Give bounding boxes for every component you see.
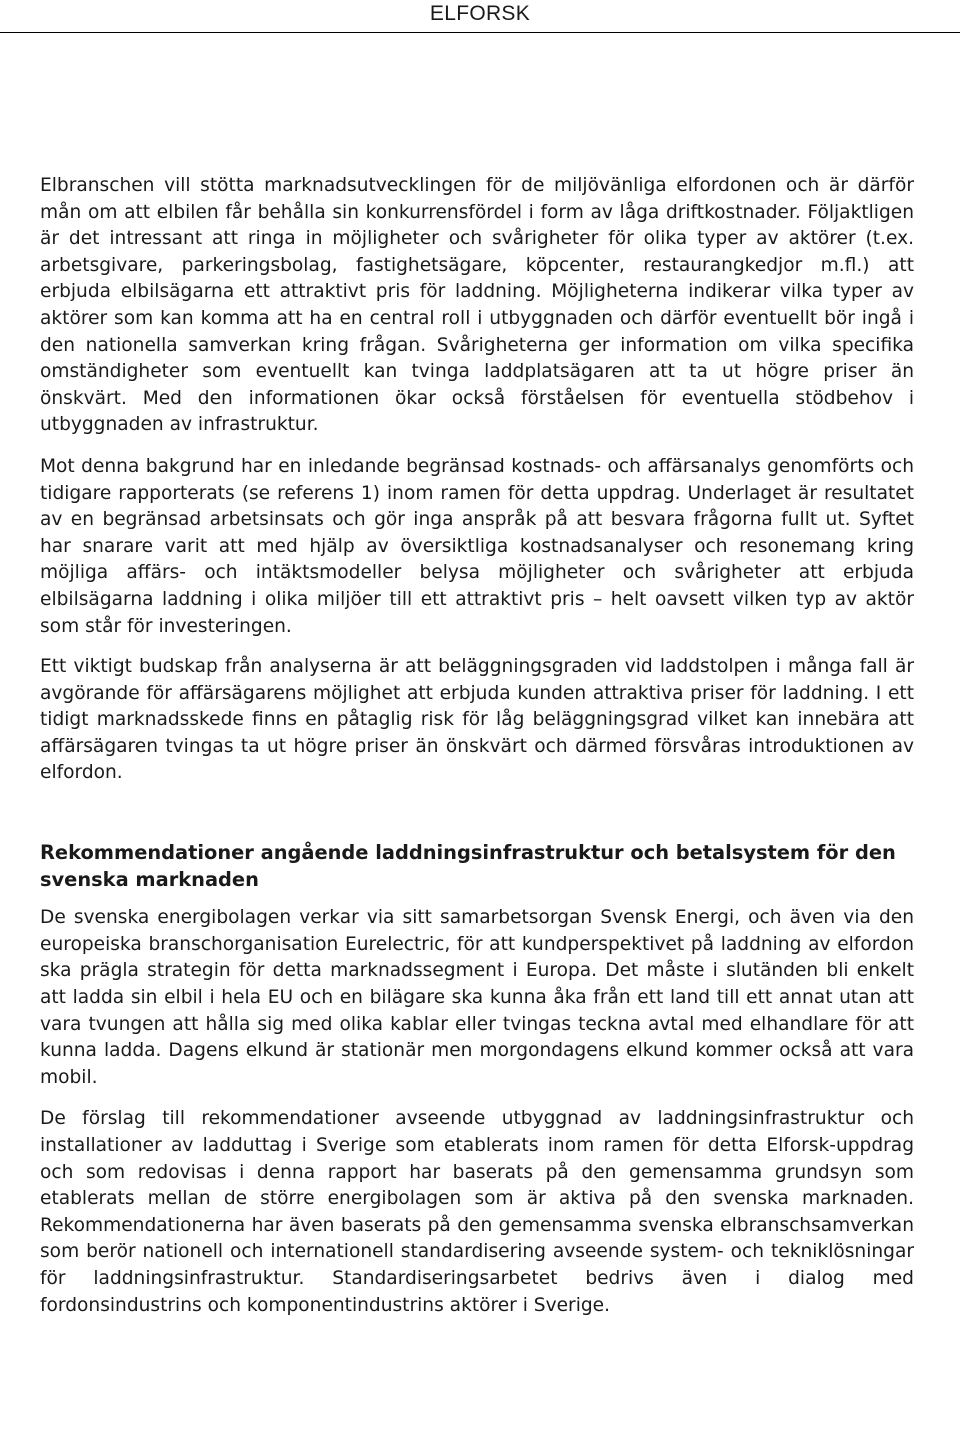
body-paragraph: Ett viktigt budskap från analyserna är att beläggningsgraden vid laddstolpen i många fall är avgörande för affärsägarens möjlighet att erbjuda kunden attraktiva priser för laddning. I ett tidigt marknadsskede finns en påtaglig risk för låg beläggningsgrad vilket kan innebära att affärsägaren tvingas ta ut högre priser än önskvärt och därmed försvåras introduktionen av elfordon. <box>40 656 914 784</box>
body-paragraph: De förslag till rekommendationer avseende utbyggnad av laddningsinfrastruktur och installationer av ladduttag i Sverige som etablerats inom ramen för detta Elforsk-uppdrag och som redovisas i denna rapport har baserats på den gemensamma grundsyn som etablerats mellan de större energibolagen som är aktiva på den svenska marknaden. Rekommendationerna har även baserats på den gemensamma svenska elbranschsamverkan som berör nationell och internationell standardisering avseende system- och tekniklösningar för laddningsinfrastruktur. Standardiseringsarbetet bedrivs även i dialog med fordonsindustrins och komponentindustrins aktörer i Sverige. <box>40 1108 914 1316</box>
page-header <box>0 0 960 33</box>
document-body <box>40 173 914 1319</box>
body-paragraph: Mot denna bakgrund har en inledande begränsad kostnads- och affärsanalys genomförts och tidigare rapporterats (se referens 1) inom ramen för detta uppdrag. Underlaget är resultatet av en begränsad arbetsinsats och gör inga anspråk på att besvara frågorna fullt ut. Syftet har snarare varit att med hjälp av översiktliga kostnadsanalyser och resonemang kring möjliga affärs- och intäktsmodeller belysa möjligheter och svårigheter att erbjuda elbilsägarna laddning i olika miljöer till ett attraktivt pris – helt oavsett vilken typ av aktör som står för investeringen. <box>40 455 914 637</box>
section-heading: Rekommendationer angående laddningsinfrastruktur och betalsystem för den svenska marknaden <box>40 841 896 891</box>
header-title: ELFORSK <box>429 2 531 25</box>
body-paragraph: Elbranschen vill stötta marknadsutvecklingen för de miljövänliga elfordonen och är därför mån om att elbilen får behålla sin konkurrensfördel i form av låga driftkostnader. Följaktligen är det intressant att ringa in möjligheter och svårigheter för olika typer av aktörer (t.ex. arbetsgivare, parkeringsbolag, fastighetsägare, köpcenter, restaurangkedjor m.fl.) att erbjuda elbilsägarna ett attraktivt pris för laddning. Möjligheterna indikerar vilka typer av aktörer som kan komma att ha en central roll i utbyggnaden och därför eventuellt bör ingå i den nationella samverkan kring frågan. Svårigheterna ger information om vilka specifika omständigheter som eventuellt kan tvinga laddplatsägaren att ta ut högre priser än önskvärt. Med den informationen ökar också förståelsen för eventuella stödbehov i utbyggnaden av infrastruktur. <box>40 175 914 436</box>
body-paragraph: De svenska energibolagen verkar via sitt samarbetsorgan Svensk Energi, och även via den europeiska branschorganisation Eurelectric, för att kundperspektivet på laddning av elfordon ska prägla strategin för detta marknadssegment i Europa. Det måste i slutänden bli enkelt att ladda sin elbil i hela EU och en bilägare ska kunna åka från ett land till ett annat utan att vara tvungen att hålla sig med olika kablar eller tvingas teckna avtal med elhandlare för att kunna ladda. Dagens elkund är stationär men morgondagens elkund kommer också att vara mobil. <box>40 907 914 1088</box>
